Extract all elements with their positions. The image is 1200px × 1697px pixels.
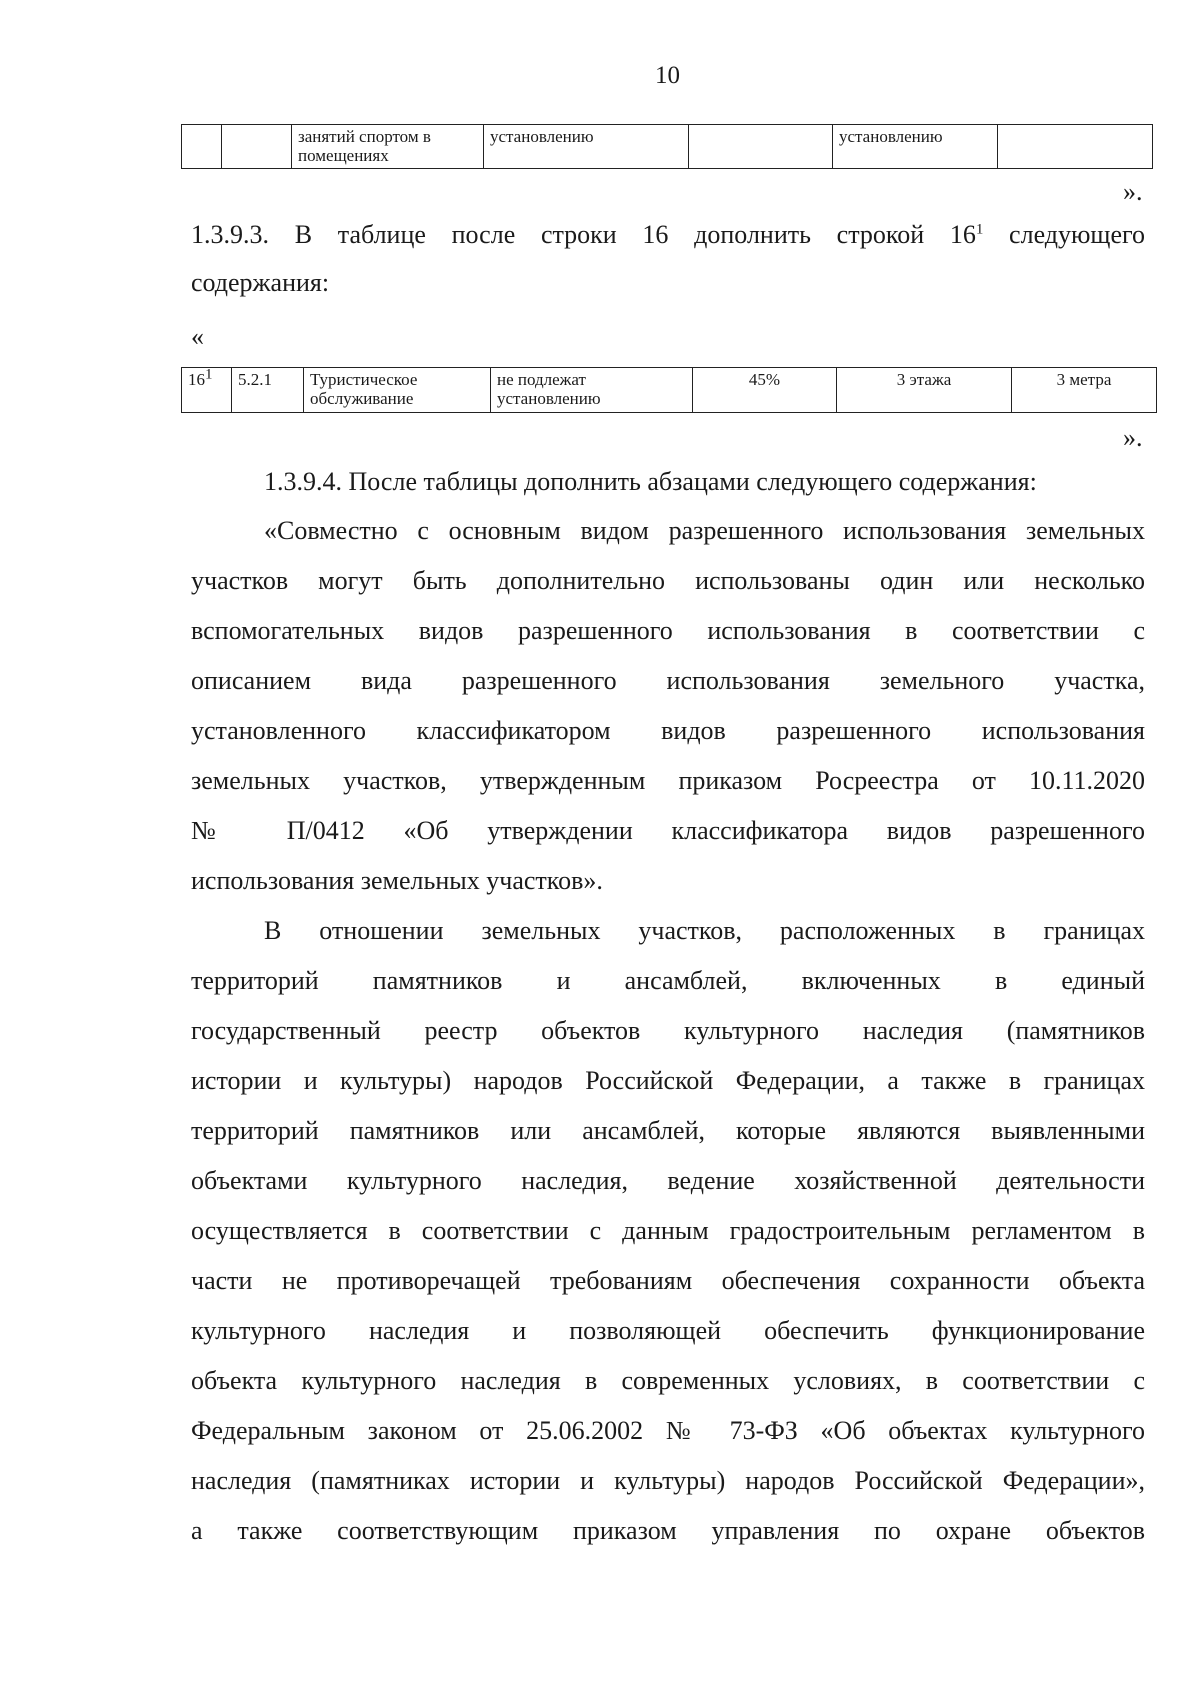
paragraph-line: культурного наследия и позволяющей обеспечить функционирование: [191, 1316, 1145, 1345]
paragraph-line: объектами культурного наследия, ведение хозяйственной деятельности: [191, 1166, 1145, 1195]
table-row: [182, 368, 1157, 413]
table-cell: занятий спортом в помещениях: [292, 125, 484, 169]
table-cell: [182, 125, 222, 169]
table-cell: 3 метра: [1012, 368, 1157, 413]
closing-quote: ».: [1123, 177, 1143, 206]
item-1393-text-after: следующего: [983, 220, 1145, 249]
paragraph-line: государственный реестр объектов культурного наследия (памятников: [191, 1016, 1145, 1045]
paragraph-line: вспомогательных видов разрешенного использования в соответствии с: [191, 616, 1145, 645]
item-1393-superscript: 1: [975, 221, 984, 238]
table-row-16-1: [181, 367, 1157, 413]
paragraph-line: установленного классификатором видов разрешенного использования: [191, 716, 1145, 745]
table-cell: установлению: [484, 125, 689, 169]
paragraph-line: описанием вида разрешенного использования земельного участка,: [191, 666, 1145, 695]
table-cell: установлению: [833, 125, 998, 169]
paragraph-line: «Совместно с основным видом разрешенного использования земельных: [264, 516, 1145, 545]
table-cell: [689, 125, 833, 169]
paragraph-line: части не противоречащей требованиям обеспечения сохранности объекта: [191, 1266, 1145, 1295]
table-cell-name: Туристическое обслуживание: [304, 368, 491, 413]
paragraph-line: земельных участков, утвержденным приказом Росреестра от 10.11.2020: [191, 766, 1145, 795]
paragraph-line: Федеральным законом от 25.06.2002 № 73-ФЗ «Об объектах культурного: [191, 1416, 1145, 1445]
paragraph-line: участков могут быть дополнительно использованы один или несколько: [191, 566, 1145, 595]
paragraph-line: В отношении земельных участков, расположенных в границах: [264, 916, 1145, 945]
paragraph-line: № П/0412 «Об утверждении классификатора видов разрешенного: [191, 816, 1145, 845]
table-cell: [222, 125, 292, 169]
paragraph-line: истории и культуры) народов Российской Федерации, а также в границах: [191, 1066, 1145, 1095]
table-cell-row-number: $16^1$: [182, 368, 232, 413]
table-cell: 3 этажа: [837, 368, 1012, 413]
opening-quote: «: [191, 322, 204, 351]
item-1393-text: 1.3.9.3. В таблице после строки 16 дополнить строкой 16: [191, 220, 976, 249]
item-1394: 1.3.9.4. После таблицы дополнить абзацами следующего содержания:: [264, 467, 1037, 496]
closing-quote: ».: [1123, 423, 1143, 452]
table-cell: [998, 125, 1153, 169]
table-row: [182, 125, 1153, 169]
item-1393-line1: [191, 220, 1145, 250]
paragraph-line: использования земельных участков».: [191, 866, 603, 895]
paragraph-line: объекта культурного наследия в современных условиях, в соответствии с: [191, 1366, 1145, 1395]
item-1393-line2: содержания:: [191, 268, 330, 297]
table-fragment-top: [181, 124, 1153, 169]
paragraph-line: наследия (памятниках истории и культуры) народов Российской Федерации»,: [191, 1466, 1145, 1495]
table-cell: не подлежат установлению: [491, 368, 693, 413]
paragraph-line: а также соответствующим приказом управления по охране объектов: [191, 1516, 1145, 1545]
paragraph-line: территорий памятников и ансамблей, включенных в единый: [191, 966, 1145, 995]
page-number: 10: [655, 62, 680, 89]
table-cell: 45%: [693, 368, 837, 413]
table-cell-code: 5.2.1: [232, 368, 304, 413]
paragraph-line: территорий памятников или ансамблей, которые являются выявленными: [191, 1116, 1145, 1145]
paragraph-line: осуществляется в соответствии с данным градостроительным регламентом в: [191, 1216, 1145, 1245]
